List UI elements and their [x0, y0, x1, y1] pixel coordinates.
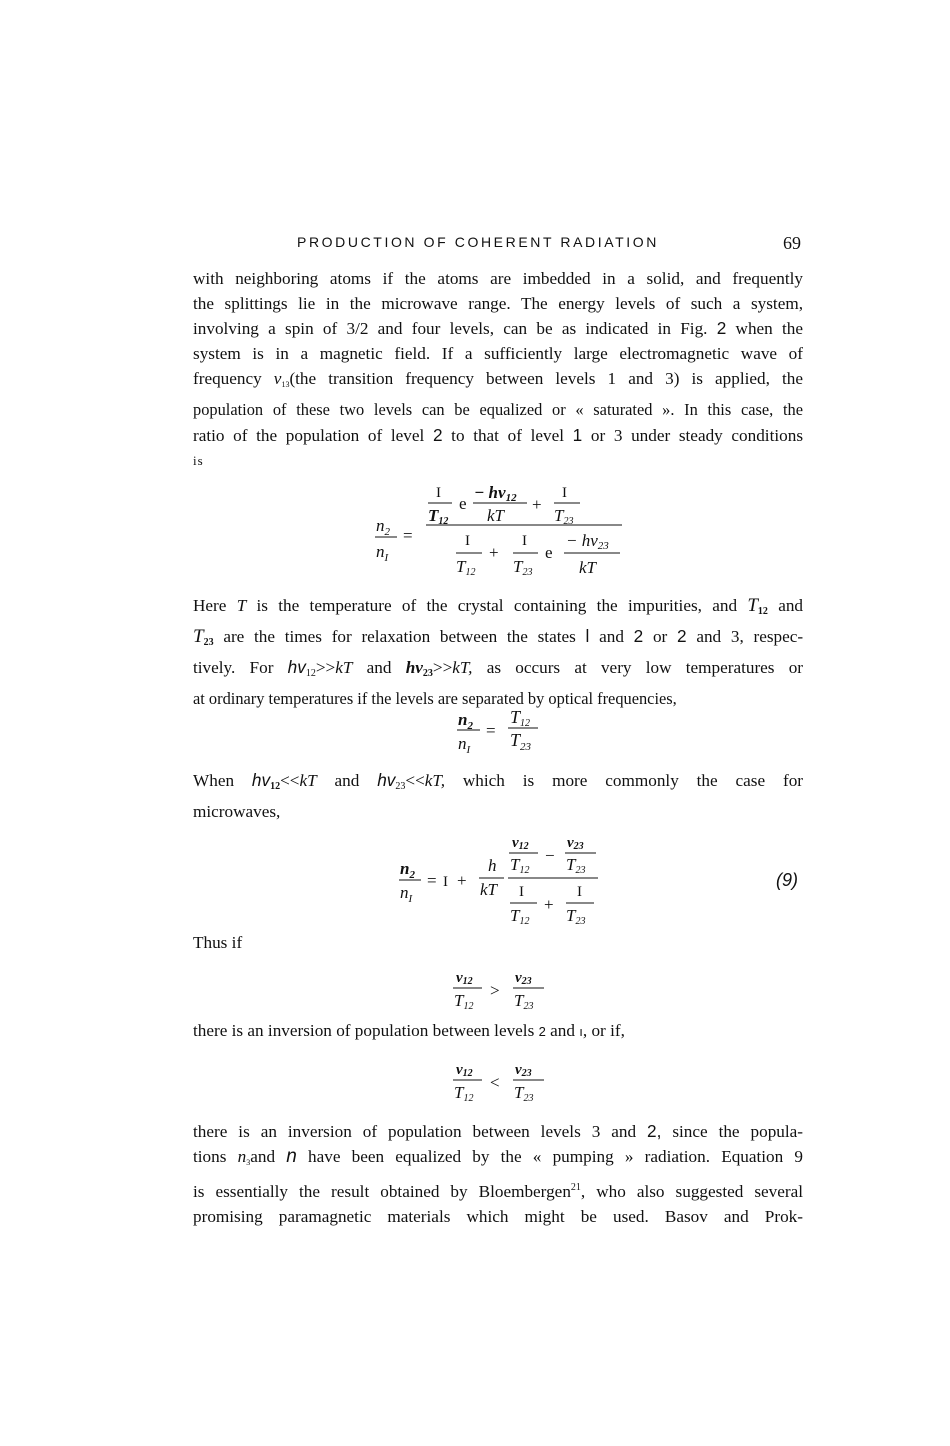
svg-text:I: I: [577, 884, 582, 900]
svg-text:I: I: [519, 884, 524, 900]
svg-text:ν23: ν23: [515, 1062, 532, 1079]
svg-text:−: −: [545, 846, 555, 865]
running-head: [193, 234, 803, 256]
svg-text:I: I: [522, 533, 527, 549]
paragraph-microwave-case: [193, 768, 803, 824]
text-line: system is in a magnetic field. If a sufficiently large electromagnetic wave of: [193, 344, 803, 364]
svg-text:kT: kT: [480, 880, 497, 899]
svg-text:kT: kT: [487, 506, 504, 525]
svg-text:− hν23: − hν23: [566, 531, 609, 552]
page-number: 69: [783, 233, 801, 253]
svg-text:n2: $n_2$: [400, 859, 415, 881]
eq1-equals: =: [403, 526, 413, 545]
text-line: involving a spin of 3/2 and four levels, can be as indicated in Fig. 2 when the: [193, 318, 804, 339]
svg-text:=: =: [486, 721, 496, 740]
svg-text:=: =: [427, 871, 437, 890]
equation-inversion-condition-1: [452, 966, 552, 1016]
svg-text:+: +: [489, 543, 499, 562]
svg-text:T12: T12: [456, 557, 476, 578]
svg-text:e: e: [545, 543, 553, 562]
equation-high-frequency-ratio: [456, 703, 556, 759]
text-line: is essentially the result obtained by Bloembergen$^{21}$, who also suggested several: [193, 1182, 803, 1202]
svg-text:ν12: ν12: [456, 1062, 473, 1079]
svg-text:T12: T12: [510, 707, 531, 729]
svg-text:e: e: [459, 494, 467, 513]
svg-text:kT: kT: [579, 558, 596, 577]
paragraph-intro: [193, 266, 803, 473]
paragraph-inversion-1: [193, 1018, 803, 1044]
equation-number: (9): [776, 870, 798, 890]
svg-text:I: I: [465, 533, 470, 549]
svg-text:n2: $n_2$: [458, 710, 473, 732]
svg-text:<: <: [490, 1073, 500, 1092]
paragraph-definitions: [193, 593, 803, 711]
svg-text:T12: T12: [510, 855, 530, 876]
text-line: tions n3and n have been equalized by the « pumping » radiation. Equation 9: [193, 1146, 804, 1168]
text-line: microwaves,: [193, 802, 281, 822]
svg-text:− hν12: − hν12: [474, 483, 517, 504]
paragraph-thus-if: [193, 930, 803, 955]
svg-text:nI: $n_I$: [458, 734, 471, 756]
text-line: frequency v13(the transition frequency between levels 1 and 3) is applied, the: [193, 369, 803, 390]
text-line: When $hv_{12}<<kT$ and $hv_{23}<<kT$, which is more commonly the case for: [193, 770, 804, 792]
svg-text:I: I: [562, 485, 567, 501]
svg-text:T12: T12: [510, 906, 530, 927]
running-title: PRODUCTION OF COHERENT RADIATION: [297, 234, 659, 250]
svg-text:I: I: [443, 874, 448, 890]
text-line: there is an inversion of population between levels 2 and ı, or if,: [193, 1021, 625, 1040]
svg-text:nI: $n_I$: [400, 883, 413, 905]
text-line: population of these two levels can be equalized or « saturated ». In this case, the: [193, 400, 803, 420]
svg-text:T23: T23: [566, 906, 586, 927]
text-line: Thus if: [193, 933, 243, 952]
paragraph-conclusion: [193, 1119, 803, 1229]
svg-text:ν23: ν23: [567, 835, 584, 852]
text-line: tively. For $hv_{12}>>kT$ and $h\nu_{23}>>kT$, as occurs at very low temperatures or: [193, 657, 804, 680]
text-line: $T_{23}$ are the times for relaxation between the states l and 2 or 2 and 3, respec-: [193, 626, 804, 649]
svg-text:T23: T23: [513, 557, 533, 578]
figure-reference: 2: [716, 318, 727, 339]
svg-text:+: +: [532, 495, 542, 514]
text-line: is: [193, 452, 204, 468]
text-line: Here T is the temperature of the crystal containing the impurities, and $T_{12}$ and: [193, 595, 804, 617]
text-line: at ordinary temperatures if the levels are separated by optical frequencies,: [193, 689, 677, 709]
svg-text:ν12: ν12: [512, 835, 529, 852]
equation-population-ratio: [370, 478, 640, 584]
svg-text:>: >: [490, 981, 500, 1000]
eq1-lhs-num: $n_2$: [376, 516, 390, 538]
text-line: ratio of the population of level 2 to that of level 1 or 3 under steady conditions: [193, 424, 804, 445]
svg-text:T12: T12: [454, 991, 474, 1012]
text-line: the splittings lie in the microwave range. The energy levels of such a system,: [193, 294, 803, 314]
svg-text:ν23: ν23: [515, 970, 532, 987]
svg-text:T23: T23: [514, 1083, 534, 1104]
svg-text:h: h: [488, 856, 497, 875]
svg-text:+: +: [544, 895, 554, 914]
svg-text:+: +: [457, 871, 467, 890]
text-line: with neighboring atoms if the atoms are imbedded in a solid, and frequently: [193, 269, 803, 288]
svg-text:T23: T23: [566, 855, 586, 876]
svg-text:T23: $T_{23}$: [510, 730, 532, 753]
svg-text:T12: T12: [428, 506, 449, 527]
svg-text:I: I: [436, 485, 441, 501]
svg-text:ν12: ν12: [456, 970, 473, 987]
text-line: promising paramagnetic materials which might be used. Basov and Prok-: [193, 1207, 803, 1227]
citation-reference: 21: [570, 1182, 581, 1194]
eq1-lhs-den: $n_I$: [376, 542, 389, 564]
svg-text:T23: T23: [554, 506, 574, 527]
text-line: there is an inversion of population between levels 3 and 2, since the popula-: [193, 1121, 804, 1141]
equation-inversion-condition-2: [452, 1058, 552, 1108]
svg-text:T23: T23: [514, 991, 534, 1012]
equation-9: [398, 832, 608, 932]
svg-text:T12: T12: [454, 1083, 474, 1104]
